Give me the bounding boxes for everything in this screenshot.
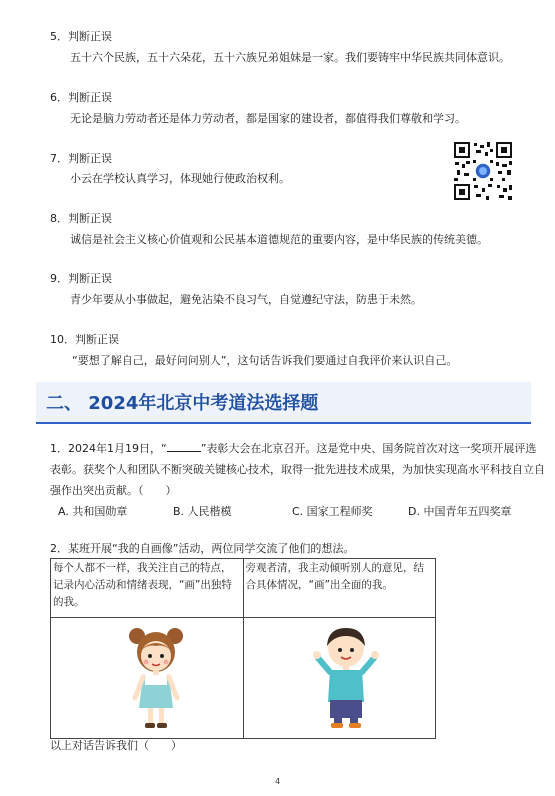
question-5-header: 5．判断正误 bbox=[50, 30, 112, 43]
girl-illustration-icon bbox=[121, 622, 191, 734]
qr-code-icon bbox=[452, 140, 514, 202]
question-5-statement: 五十六个民族，五十六朵花，五十六族兄弟姐妹是一家。我们要铸牢中华民族共同体意识。 bbox=[70, 51, 510, 64]
option-a: A. 共和国勋章 bbox=[58, 505, 128, 518]
option-b: B. 人民楷模 bbox=[173, 505, 232, 518]
question-7-statement: 小云在学校认真学习，体现她行使政治权利。 bbox=[70, 172, 290, 185]
question-9-statement: 青少年要从小事做起，避免沾染不良习气，自觉遵纪守法，防患于未然。 bbox=[70, 293, 422, 306]
question-9-header: 9．判断正误 bbox=[50, 272, 112, 285]
question-1-line-1: 1．2024年1月19日，“ ”表彰大会在北京召开。这是党中央、国务院首次对这一奖项开展评选 bbox=[50, 442, 537, 455]
answer-blank bbox=[167, 441, 201, 452]
option-c: C. 国家工程师奖 bbox=[292, 505, 373, 518]
question-1-line-2: 表彰。获奖个人和团队不断突破关键核心技术，取得一批先进技术成果，为加快实现高水平科技自立自 bbox=[50, 463, 545, 476]
section-divider bbox=[36, 422, 531, 424]
question-10-header: 10．判断正误 bbox=[50, 333, 119, 346]
question-8-header: 8．判断正误 bbox=[50, 212, 112, 225]
page-number: 4 bbox=[274, 777, 281, 786]
question-7-header: 7．判断正误 bbox=[50, 152, 112, 165]
boy-illustration-cell bbox=[243, 618, 436, 739]
right-student-text: 旁观者清，我主动倾听别人的意见，结合具体情况，“画”出全面的我。 bbox=[243, 559, 436, 618]
girl-illustration-cell bbox=[51, 618, 244, 739]
boy-illustration-icon bbox=[310, 622, 382, 734]
question-1-line-3: 强作出突出贡献。（ ） bbox=[50, 484, 177, 497]
left-student-text: 每个人都不一样，我关注自己的特点，记录内心活动和情绪表现，“画”出独特的我。 bbox=[51, 559, 244, 618]
question-10-statement: “要想了解自己，最好问问别人”，这句话告诉我们要通过自我评价来认识自己。 bbox=[72, 354, 458, 367]
question-8-statement: 诚信是社会主义核心价值观和公民基本道德规范的重要内容，是中华民族的传统美德。 bbox=[70, 233, 488, 246]
dialogue-table bbox=[50, 558, 436, 739]
question-6-header: 6．判断正误 bbox=[50, 91, 112, 104]
section-title: 二、 2024年北京中考道法选择题 bbox=[46, 393, 319, 414]
question-2-intro: 2．某班开展“我的自画像”活动，两位同学交流了他们的想法。 bbox=[50, 542, 355, 555]
option-d: D. 中国青年五四奖章 bbox=[408, 505, 512, 518]
question-2-prompt: 以上对话告诉我们（ ） bbox=[50, 739, 182, 752]
question-6-statement: 无论是脑力劳动者还是体力劳动者，都是国家的建设者，都值得我们尊敬和学习。 bbox=[70, 112, 466, 125]
